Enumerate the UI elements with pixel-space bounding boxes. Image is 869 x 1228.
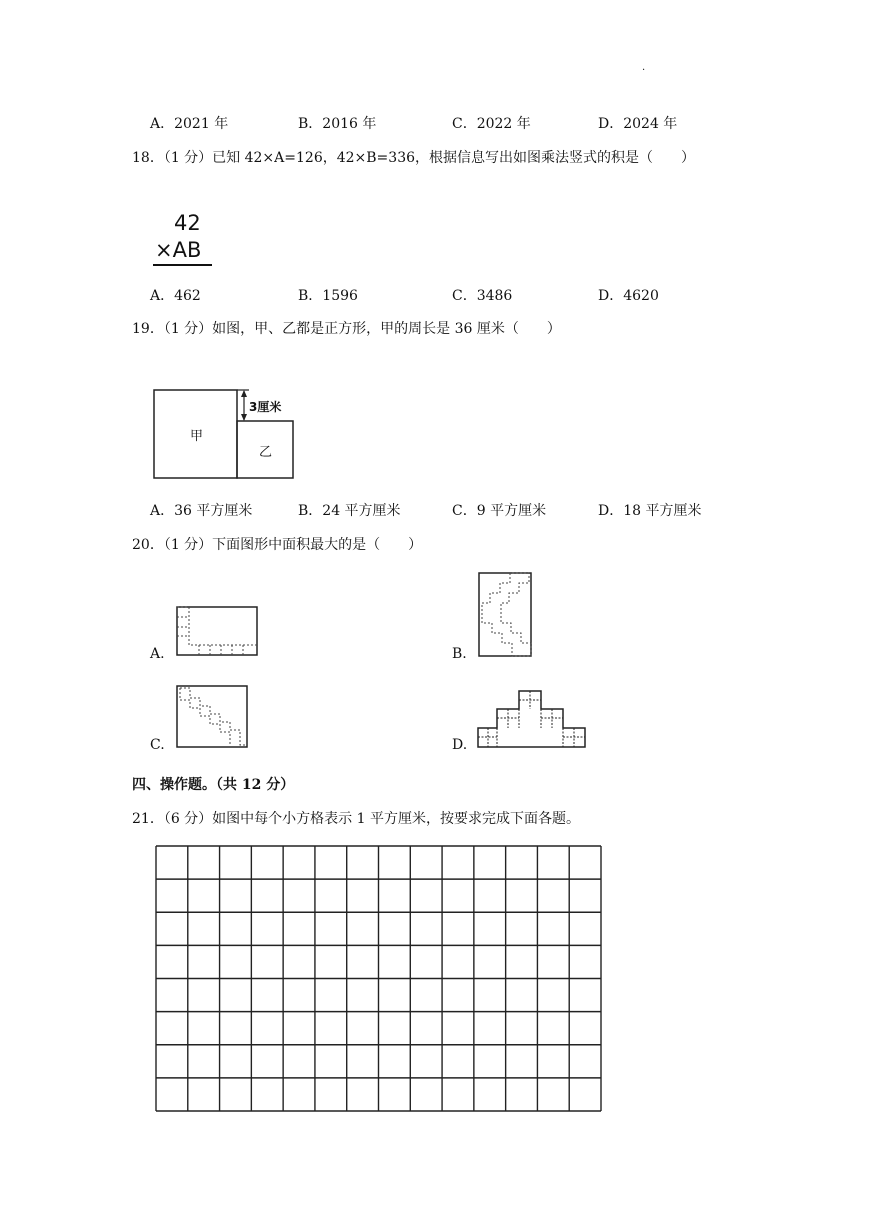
q19-option-c[interactable]: C．9 平方厘米 bbox=[452, 503, 547, 519]
q19-stem: 19．（1 分）如图，甲、乙都是正方形，甲的周长是 36 厘米（ ） bbox=[132, 321, 561, 337]
q17-option-b[interactable]: B．2016 年 bbox=[298, 116, 377, 132]
q19-option-a[interactable]: A．36 平方厘米 bbox=[150, 503, 253, 519]
q20-option-c-label[interactable]: C. bbox=[150, 737, 165, 753]
q20-option-d-label[interactable]: D. bbox=[452, 737, 468, 753]
q18-option-d[interactable]: D．4620 bbox=[598, 288, 659, 304]
page-mark: . bbox=[642, 62, 646, 73]
q17-option-a[interactable]: A．2021 年 bbox=[150, 116, 229, 132]
q19-gap-label: 3厘米 bbox=[249, 400, 282, 414]
q17-option-c[interactable]: C．2022 年 bbox=[452, 116, 531, 132]
q17-option-d[interactable]: D．2024 年 bbox=[598, 116, 678, 132]
q18-option-a[interactable]: A．462 bbox=[150, 288, 201, 304]
q20-option-a-label[interactable]: A. bbox=[150, 646, 165, 662]
q18-multiplicand: 42 bbox=[174, 211, 201, 235]
q18-option-c[interactable]: C．3486 bbox=[452, 288, 513, 304]
q18-multiplier: ×AB bbox=[155, 238, 202, 262]
q20-option-b-label[interactable]: B. bbox=[452, 646, 467, 662]
q19-option-b[interactable]: B．24 平方厘米 bbox=[298, 503, 401, 519]
q21-stem: 21．（6 分）如图中每个小方格表示 1 平方厘米，按要求完成下面各题。 bbox=[132, 811, 580, 827]
section-4-title: 四、操作题。（共 12 分） bbox=[132, 777, 295, 793]
q19-option-d[interactable]: D．18 平方厘米 bbox=[598, 503, 702, 519]
q20-stem: 20．（1 分）下面图形中面积最大的是（ ） bbox=[132, 537, 423, 553]
q19-square-b-label: 乙 bbox=[259, 445, 273, 460]
q19-square-a-label: 甲 bbox=[190, 429, 204, 444]
q18-option-b[interactable]: B．1596 bbox=[298, 288, 358, 304]
q18-stem: 18．（1 分）已知 42×A=126，42×B=336，根据信息写出如图乘法竖式的积是（ ） bbox=[132, 150, 696, 166]
